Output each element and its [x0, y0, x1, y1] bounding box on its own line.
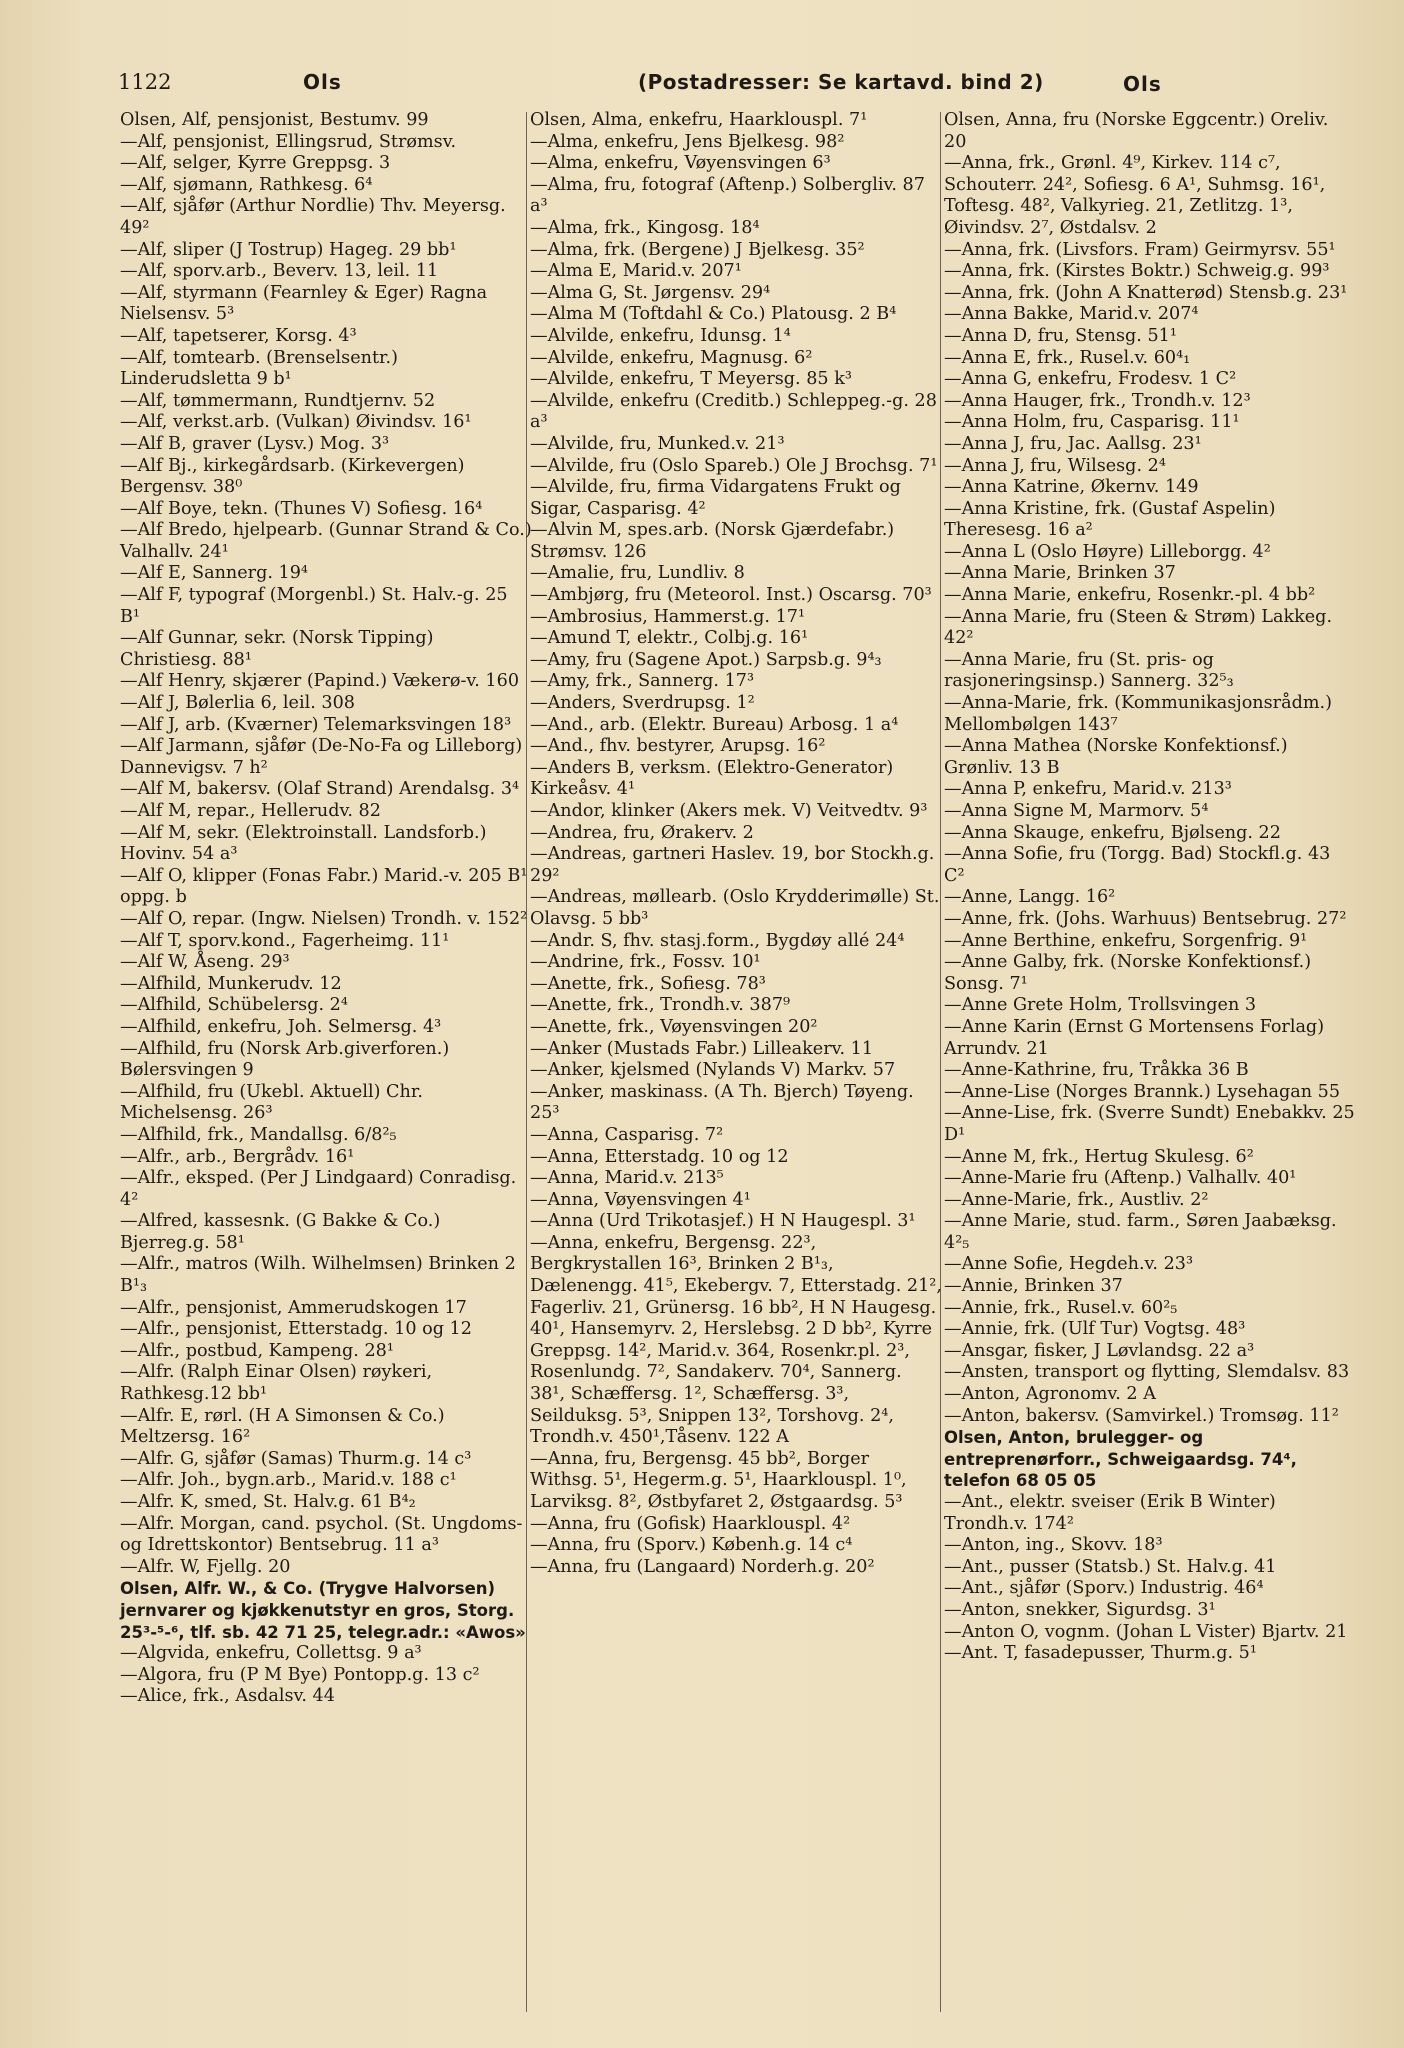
directory-entry: —Anna, fru, Bergensg. 45 bb², Borger Withsg. 5¹, Hegerm.g. 5¹, Haarklouspl. 1⁰, Larviksg. 8², Østbyfaret 2, Østgaardsg. 5³ — [530, 1448, 907, 1512]
directory-entry: —Anders B, verksm. (Elektro-Generator) Kirkeåsv. 4¹ — [530, 757, 894, 800]
directory-entry: —Alf, tomtearb. (Brenselsentr.) Linderudsletta 9 b¹ — [120, 347, 398, 390]
directory-entry: —Andor, klinker (Akers mek. V) Veitvedtv. 9³ — [530, 801, 928, 821]
directory-entry: —Alfhild, Munkerudv. 12 — [120, 973, 342, 994]
directory-entry: —Alvilde, enkefru, T Meyersg. 85 k³ — [530, 369, 852, 390]
directory-entry: —Anna (Urd Trikotasjef.) H N Haugespl. 3¹ — [530, 1211, 916, 1232]
directory-entry: —Alma, enkefru, Vøyensvingen 6³ — [530, 153, 831, 174]
directory-entry: —Alf, sjåfør (Arthur Nordlie) Thv. Meyersg. 49² — [120, 196, 506, 238]
directory-entry: —Ansgar, fisker, J Løvlandsg. 22 a³ — [944, 1340, 1255, 1361]
directory-entry: —Alf M, repar., Hellerudv. 82 — [120, 801, 381, 821]
directory-entry: —Anne-Kathrine, fru, Tråkka 36 B — [944, 1060, 1249, 1081]
directory-entry: —Alf M, bakersv. (Olaf Strand) Arendalsg. 3⁴ — [120, 779, 520, 800]
directory-entry: —Anna Marie, Brinken 37 — [944, 563, 1176, 584]
directory-entry: —And., arb. (Elektr. Bureau) Arbosg. 1 a⁴ — [530, 714, 899, 735]
directory-entry: —Anne-Marie fru (Aftenp.) Valhallv. 40¹ — [944, 1168, 1297, 1189]
directory-entry: —Alice, frk., Asdalsv. 44 — [120, 1686, 335, 1707]
directory-entry: —Anne Marie, stud. farm., Søren Jaabæksg. 4²₅ — [944, 1211, 1337, 1253]
directory-entry: —Alfr. (Ralph Einar Olsen) røykeri, Rathkesg.12 bb¹ — [120, 1362, 433, 1405]
directory-entry: —Anna, Vøyensvingen 4¹ — [530, 1189, 751, 1210]
directory-entry: —Alfhild, enkefru, Joh. Selmersg. 4³ — [120, 1016, 442, 1037]
directory-entry: —Anne, Langg. 16² — [944, 887, 1116, 908]
directory-entry: —Anna-Marie, frk. (Kommunikasjonsrådm.) Mellombølgen 143⁷ — [944, 693, 1332, 735]
directory-entry: —Alfhild, frk., Mandallsg. 6/8²₅ — [120, 1124, 397, 1145]
directory-entry: —Anders, Sverdrupsg. 1² — [530, 693, 755, 714]
directory-entry: —Alma, enkefru, Jens Bjelkesg. 98² — [530, 131, 845, 152]
directory-entry: —Ant., pusser (Statsb.) St. Halv.g. 41 — [944, 1556, 1277, 1577]
directory-entry: —Alf, sporv.arb., Beverv. 13, leil. 11 — [120, 261, 439, 282]
directory-entry: —Alf, tømmermann, Rundtjernv. 52 — [120, 390, 436, 411]
directory-entry: —Alf T, sporv.kond., Fagerheimg. 11¹ — [120, 930, 450, 951]
running-head-center: (Postadresser: Se kartavd. bind 2) — [638, 70, 1044, 94]
directory-entry: —Anna, Casparisg. 7² — [530, 1124, 724, 1145]
directory-entry: —Alfr. W, Fjellg. 20 — [120, 1556, 291, 1577]
directory-entry: —Anna, fru (Gofisk) Haarklouspl. 4² — [530, 1513, 851, 1534]
directory-entry: Olsen, Alf, pensjonist, Bestumv. 99 — [120, 110, 429, 130]
directory-entry: —Anne-Lise (Norges Brannk.) Lysehagan 55 — [944, 1081, 1341, 1102]
directory-entry: —Andrine, frk., Fossv. 10¹ — [530, 952, 761, 973]
directory-entry: —Anker, maskinass. (A Th. Bjerch) Tøyeng. 25³ — [530, 1081, 914, 1124]
directory-entry: —Anna D, fru, Stensg. 51¹ — [944, 325, 1177, 346]
column-2 — [530, 110, 942, 1578]
directory-entry: —Alfr. E, rørl. (H A Simonsen & Co.) Meltzersg. 16² — [120, 1405, 445, 1448]
directory-entry: —Alfhild, Schübelersg. 2⁴ — [120, 995, 348, 1016]
directory-entry: —Alf Jarmann, sjåfør (De-No-Fa og Lilleborg) Dannevigsv. 7 h² — [120, 736, 523, 778]
directory-entry: —Amy, fru (Sagene Apot.) Sarpsb.g. 9⁴₃ — [530, 649, 882, 670]
directory-entry: —Alfhild, fru (Norsk Arb.giverforen.) Bølersvingen 9 — [120, 1038, 450, 1081]
directory-entry: —Alfr., pensjonist, Etterstadg. 10 og 12 — [120, 1319, 472, 1340]
directory-entry: —Alf, selger, Kyrre Greppsg. 3 — [120, 153, 391, 174]
directory-entry: —Alfr., pensjonist, Ammerudskogen 17 — [120, 1297, 467, 1318]
directory-entry: —Alf Gunnar, sekr. (Norsk Tipping) Christiesg. 88¹ — [120, 628, 434, 670]
directory-entry: —Anna L (Oslo Høyre) Lilleborgg. 4² — [944, 541, 1271, 562]
directory-entry: —Alvilde, enkefru, Idunsg. 1⁴ — [530, 325, 791, 346]
directory-entry: —Alma M (Toftdahl & Co.) Platousg. 2 B⁴ — [530, 304, 897, 325]
directory-entry: Olsen, Anna, fru (Norske Eggcentr.) Oreliv. 20 — [944, 110, 1329, 152]
directory-entry: —Andreas, gartneri Haslev. 19, bor Stockh.g. 29² — [530, 844, 935, 886]
directory-entry: —Anna, fru (Langaard) Norderh.g. 20² — [530, 1556, 875, 1577]
directory-entry: —Alf B, graver (Lysv.) Mog. 3³ — [120, 433, 390, 454]
directory-entry: —Alfr., matros (Wilh. Wilhelmsen) Brinken 2 B¹₃ — [120, 1254, 516, 1297]
directory-entry: —Alf Henry, skjærer (Papind.) Vækerø-v. 160 — [120, 671, 520, 692]
directory-entry: —Alf J, arb. (Kværner) Telemarksvingen 18³ — [120, 714, 512, 735]
directory-entry: —Annie, frk., Rusel.v. 60²₅ — [944, 1297, 1178, 1318]
directory-entry: Olsen, Alfr. W., & Co. (Trygve Halvorsen) jernvarer og kjøkkenutstyr en gros, Storg. 25³-⁵-⁶, tlf. sb. 42 71 25, telegr.adr.: «Awos» — [120, 1579, 526, 1642]
directory-entry: —Alma, frk. (Bergene) J Bjelkesg. 35² — [530, 239, 865, 260]
directory-entry: —Alfhild, fru (Ukebl. Aktuell) Chr. Michelsensg. 26³ — [120, 1081, 423, 1124]
directory-entry: —Andreas, møllearb. (Oslo Krydderimølle) St. Olavsg. 5 bb³ — [530, 887, 940, 929]
directory-entry: —Alf Bredo, hjelpearb. (Gunnar Strand & Co.) Valhallv. 24¹ — [120, 520, 532, 562]
directory-entry: —Anne-Marie, frk., Austliv. 2² — [944, 1189, 1209, 1210]
column-3 — [944, 110, 1356, 1665]
directory-entry: —And., fhv. bestyrer, Arupsg. 16² — [530, 736, 826, 757]
directory-entry: —Alvilde, enkefru, Magnusg. 6² — [530, 347, 813, 368]
directory-entry: —Anette, frk., Vøyensvingen 20² — [530, 1016, 818, 1037]
directory-entry: —Alfr., eksped. (Per J Lindgaard) Conradisg. 4² — [120, 1168, 517, 1210]
directory-entry: —Alma, frk., Kingosg. 18⁴ — [530, 217, 760, 238]
directory-entry: —Anne Sofie, Hegdeh.v. 23³ — [944, 1254, 1194, 1275]
directory-entry: —Amalie, fru, Lundliv. 8 — [530, 563, 745, 584]
directory-entry: —Alf W, Åseng. 29³ — [120, 952, 290, 973]
running-head-left: Ols — [303, 70, 342, 94]
directory-entry: —Anna Kristine, frk. (Gustaf Aspelin) Theresesg. 16 a² — [944, 498, 1276, 541]
directory-entry: Olsen, Alma, enkefru, Haarklouspl. 7¹ — [530, 110, 868, 130]
directory-entry: —Anna Holm, fru, Casparisg. 11¹ — [944, 412, 1240, 433]
directory-entry: —Alvilde, fru, firma Vidargatens Frukt og Sigar, Casparisg. 4² — [530, 477, 901, 519]
page-header — [118, 66, 1348, 100]
directory-entry: —Alf Boye, tekn. (Thunes V) Sofiesg. 16⁴ — [120, 498, 483, 519]
directory-entry: —Alfr. Joh., bygn.arb., Marid.v. 188 c¹ — [120, 1470, 457, 1491]
directory-entry: —Alf J, Bølerlia 6, leil. 308 — [120, 693, 355, 714]
directory-entry: —Alfr. G, sjåfør (Samas) Thurm.g. 14 c³ — [120, 1448, 472, 1469]
directory-entry: —Algvida, enkefru, Collettsg. 9 a³ — [120, 1643, 422, 1664]
directory-entry: —Alf, sjømann, Rathkesg. 6⁴ — [120, 174, 373, 195]
directory-entry: —Anna, Marid.v. 213⁵ — [530, 1168, 724, 1189]
directory-entry: —Anna, Etterstadg. 10 og 12 — [530, 1146, 789, 1167]
directory-entry: —Andr. S, fhv. stasj.form., Bygdøy allé 24⁴ — [530, 930, 905, 951]
directory-entry: —Anna Katrine, Økernv. 149 — [944, 477, 1199, 498]
directory-entry: —Anna, frk. (Livsfors. Fram) Geirmyrsv. 55¹ — [944, 239, 1336, 260]
directory-entry: —Annie, frk. (Ulf Tur) Vogtsg. 48³ — [944, 1319, 1246, 1340]
directory-entry: —Alf M, sekr. (Elektroinstall. Landsforb.) Hovinv. 54 a³ — [120, 822, 487, 865]
directory-entry: —Anna, fru (Sporv.) Københ.g. 14 c⁴ — [530, 1535, 853, 1556]
directory-entry: —Anna J, fru, Jac. Aallsg. 23¹ — [944, 433, 1202, 454]
directory-entry: —Anna, frk. (John A Knatterød) Stensb.g. 23¹ — [944, 282, 1348, 303]
directory-entry: —Annie, Brinken 37 — [944, 1276, 1123, 1297]
directory-entry: —Anna, frk., Grønl. 4⁹, Kirkev. 114 c⁷, Schouterr. 24², Sofiesg. 6 A¹, Suhmsg. 16¹, Toftesg. 48², Valkyrieg. 21, Zetlitzg. 1³, Øivindsv. 2⁷, Østdalsv. 2 — [944, 153, 1326, 238]
directory-entry: —Anna Marie, fru (Steen & Strøm) Lakkeg. 42² — [944, 606, 1333, 649]
directory-entry: —Anne Galby, frk. (Norske Konfektionsf.) Sonsg. 7¹ — [944, 952, 1312, 994]
directory-entry: —Anna E, frk., Rusel.v. 60⁴₁ — [944, 347, 1191, 368]
directory-entry: —Alfr., arb., Bergrådv. 16¹ — [120, 1146, 355, 1167]
directory-entry: —Anna, enkefru, Bergensg. 22³, Bergkrystallen 16³, Brinken 2 B¹₃, Dælenengg. 41⁵, Ekebergv. 7, Etterstadg. 21², Fagerliv. 21, Grünersg. 16 bb², H N Haugesg. 40¹, Hansemyrv. 2, Herslebsg. 2 D bb², Kyrre Greppsg. 14², Marid.v. 364, Rosenkr.pl. 2³, Rosenlundg. 7², Sandakerv. 70⁴, Sannerg. 38¹, Schæffersg. 1², Schæffersg. 3³, Seilduksg. 5³, Snippen 13², Torshovg. 2⁴, Trondh.v. 450¹,Tåsenv. 122 A — [530, 1232, 942, 1448]
column-1 — [120, 110, 532, 1708]
directory-entry: Olsen, Anton, brulegger- og entreprenørforr., Schweigaardsg. 74⁴, telefon 68 05 05 — [944, 1428, 1297, 1491]
directory-entry: —Anna Marie, fru (St. pris- og rasjoneringsinsp.) Sannerg. 32⁵₃ — [944, 649, 1234, 692]
directory-entry: —Alvilde, fru (Oslo Spareb.) Ole J Brochsg. 7¹ — [530, 455, 938, 476]
directory-entry: —Alf, pensjonist, Ellingsrud, Strømsv. — [120, 131, 457, 152]
directory-entry: —Anne Grete Holm, Trollsvingen 3 — [944, 995, 1257, 1016]
directory-entry: —Alf F, typograf (Morgenbl.) St. Halv.-g. 25 B¹ — [120, 585, 508, 627]
directory-entry: —Algora, fru (P M Bye) Pontopp.g. 13 c² — [120, 1664, 480, 1685]
directory-entry: —Anna Marie, enkefru, Rosenkr.-pl. 4 bb² — [944, 585, 1316, 606]
directory-entry: —Anna Bakke, Marid.v. 207⁴ — [944, 304, 1199, 325]
directory-entry: —Alf Bj., kirkegårdsarb. (Kirkevergen) Bergensv. 38⁰ — [120, 455, 465, 498]
directory-entry: —Anna P, enkefru, Marid.v. 213³ — [944, 779, 1232, 800]
directory-entry: —Alvin M, spes.arb. (Norsk Gjærdefabr.) Strømsv. 126 — [530, 520, 895, 562]
directory-entry: —Alf O, klipper (Fonas Fabr.) Marid.-v. 205 B¹ oppg. b — [120, 865, 528, 908]
directory-entry: —Anette, frk., Trondh.v. 387⁹ — [530, 995, 791, 1016]
directory-entry: —Anne-Lise, frk. (Sverre Sundt) Enebakkv. 25 D¹ — [944, 1103, 1355, 1145]
directory-entry: —Anker, kjelsmed (Nylands V) Markv. 57 — [530, 1060, 896, 1081]
directory-entry: —Alma G, St. Jørgensv. 29⁴ — [530, 282, 771, 303]
directory-entry: —Anna Mathea (Norske Konfektionsf.) Grønliv. 13 B — [944, 736, 1288, 778]
directory-entry: —Anne Karin (Ernst G Mortensens Forlag) Arrundv. 21 — [944, 1016, 1325, 1059]
directory-entry: —Anker (Mustads Fabr.) Lilleakerv. 11 — [530, 1038, 874, 1059]
directory-entry: —Anne Berthine, enkefru, Sorgenfrig. 9¹ — [944, 930, 1308, 951]
directory-entry: —Anton, snekker, Sigurdsg. 3¹ — [944, 1599, 1216, 1620]
directory-entry: —Anton O, vognm. (Johan L Vister) Bjartv. 21 — [944, 1621, 1348, 1642]
directory-entry: —Alf E, Sannerg. 19⁴ — [120, 563, 308, 584]
directory-entry: —Ant. T, fasadepusser, Thurm.g. 5¹ — [944, 1643, 1257, 1664]
directory-entry: —Alf, verkst.arb. (Vulkan) Øivindsv. 16¹ — [120, 412, 472, 433]
running-head-right: Ols — [1123, 72, 1162, 96]
directory-entry: —Amund T, elektr., Colbj.g. 16¹ — [530, 628, 809, 649]
directory-entry: —Ambjørg, fru (Meteorol. Inst.) Oscarsg. 70³ — [530, 585, 932, 606]
directory-entry: —Anna Signe M, Marmorv. 5⁴ — [944, 801, 1209, 821]
directory-entry: —Anton, ing., Skovv. 18³ — [944, 1535, 1163, 1556]
directory-entry: —Anna J, fru, Wilsesg. 2⁴ — [944, 455, 1166, 476]
directory-entry: —Amy, frk., Sannerg. 17³ — [530, 671, 755, 692]
directory-entry: —Alfr. Morgan, cand. psychol. (St. Ungdoms- og Idrettskontor) Bentsebrug. 11 a³ — [120, 1513, 523, 1556]
directory-entry: —Alvilde, fru, Munked.v. 21³ — [530, 433, 785, 454]
directory-entry: —Alfr., postbud, Kampeng. 28¹ — [120, 1340, 394, 1361]
directory-entry: —Anna G, enkefru, Frodesv. 1 C² — [944, 369, 1237, 390]
directory-entry: —Alma, fru, fotograf (Aftenp.) Solbergliv. 87 a³ — [530, 174, 925, 217]
directory-entry: —Alf, styrmann (Fearnley & Eger) Ragna Nielsensv. 5³ — [120, 282, 488, 325]
directory-entry: —Anton, bakersv. (Samvirkel.) Tromsøg. 11² — [944, 1405, 1339, 1426]
directory-entry: —Anna Skauge, enkefru, Bjølseng. 22 — [944, 822, 1281, 843]
directory-entry: —Alf, sliper (J Tostrup) Hageg. 29 bb¹ — [120, 239, 457, 260]
directory-entry: —Alma E, Marid.v. 207¹ — [530, 261, 742, 282]
directory-entry: —Alfred, kassesnk. (G Bakke & Co.) Bjerreg.g. 58¹ — [120, 1211, 441, 1253]
directory-entry: —Alf O, repar. (Ingw. Nielsen) Trondh. v. 152² — [120, 908, 528, 929]
directory-entry: —Ant., elektr. sveiser (Erik B Winter) Trondh.v. 174² — [944, 1492, 1276, 1534]
directory-entry: —Anette, frk., Sofiesg. 78³ — [530, 973, 766, 994]
directory-entry: —Anton, Agronomv. 2 A — [944, 1384, 1156, 1405]
directory-entry: —Andrea, fru, Ørakerv. 2 — [530, 822, 754, 843]
directory-entry: —Anne, frk. (Johs. Warhuus) Bentsebrug. 27² — [944, 908, 1347, 929]
directory-entry: —Anna Hauger, frk., Trondh.v. 12³ — [944, 390, 1251, 411]
directory-entry: —Alfr. K, smed, St. Halv.g. 61 B⁴₂ — [120, 1492, 416, 1512]
directory-entry: —Alf, tapetserer, Korsg. 4³ — [120, 325, 357, 346]
directory-entry: —Anna, frk. (Kirstes Boktr.) Schweig.g. 99³ — [944, 261, 1330, 282]
directory-entry: —Ambrosius, Hammerst.g. 17¹ — [530, 606, 806, 627]
directory-entry: —Ant., sjåfør (Sporv.) Industrig. 46⁴ — [944, 1578, 1264, 1599]
page-number: 1122 — [118, 70, 172, 94]
directory-entry: —Alvilde, enkefru (Creditb.) Schleppeg.-g. 28 a³ — [530, 390, 937, 433]
directory-entry: —Ansten, transport og flytting, Slemdalsv. 83 — [944, 1362, 1350, 1383]
directory-entry: —Anne M, frk., Hertug Skulesg. 6² — [944, 1146, 1254, 1167]
directory-entry: —Anna Sofie, fru (Torgg. Bad) Stockfl.g. 43 C² — [944, 844, 1331, 886]
